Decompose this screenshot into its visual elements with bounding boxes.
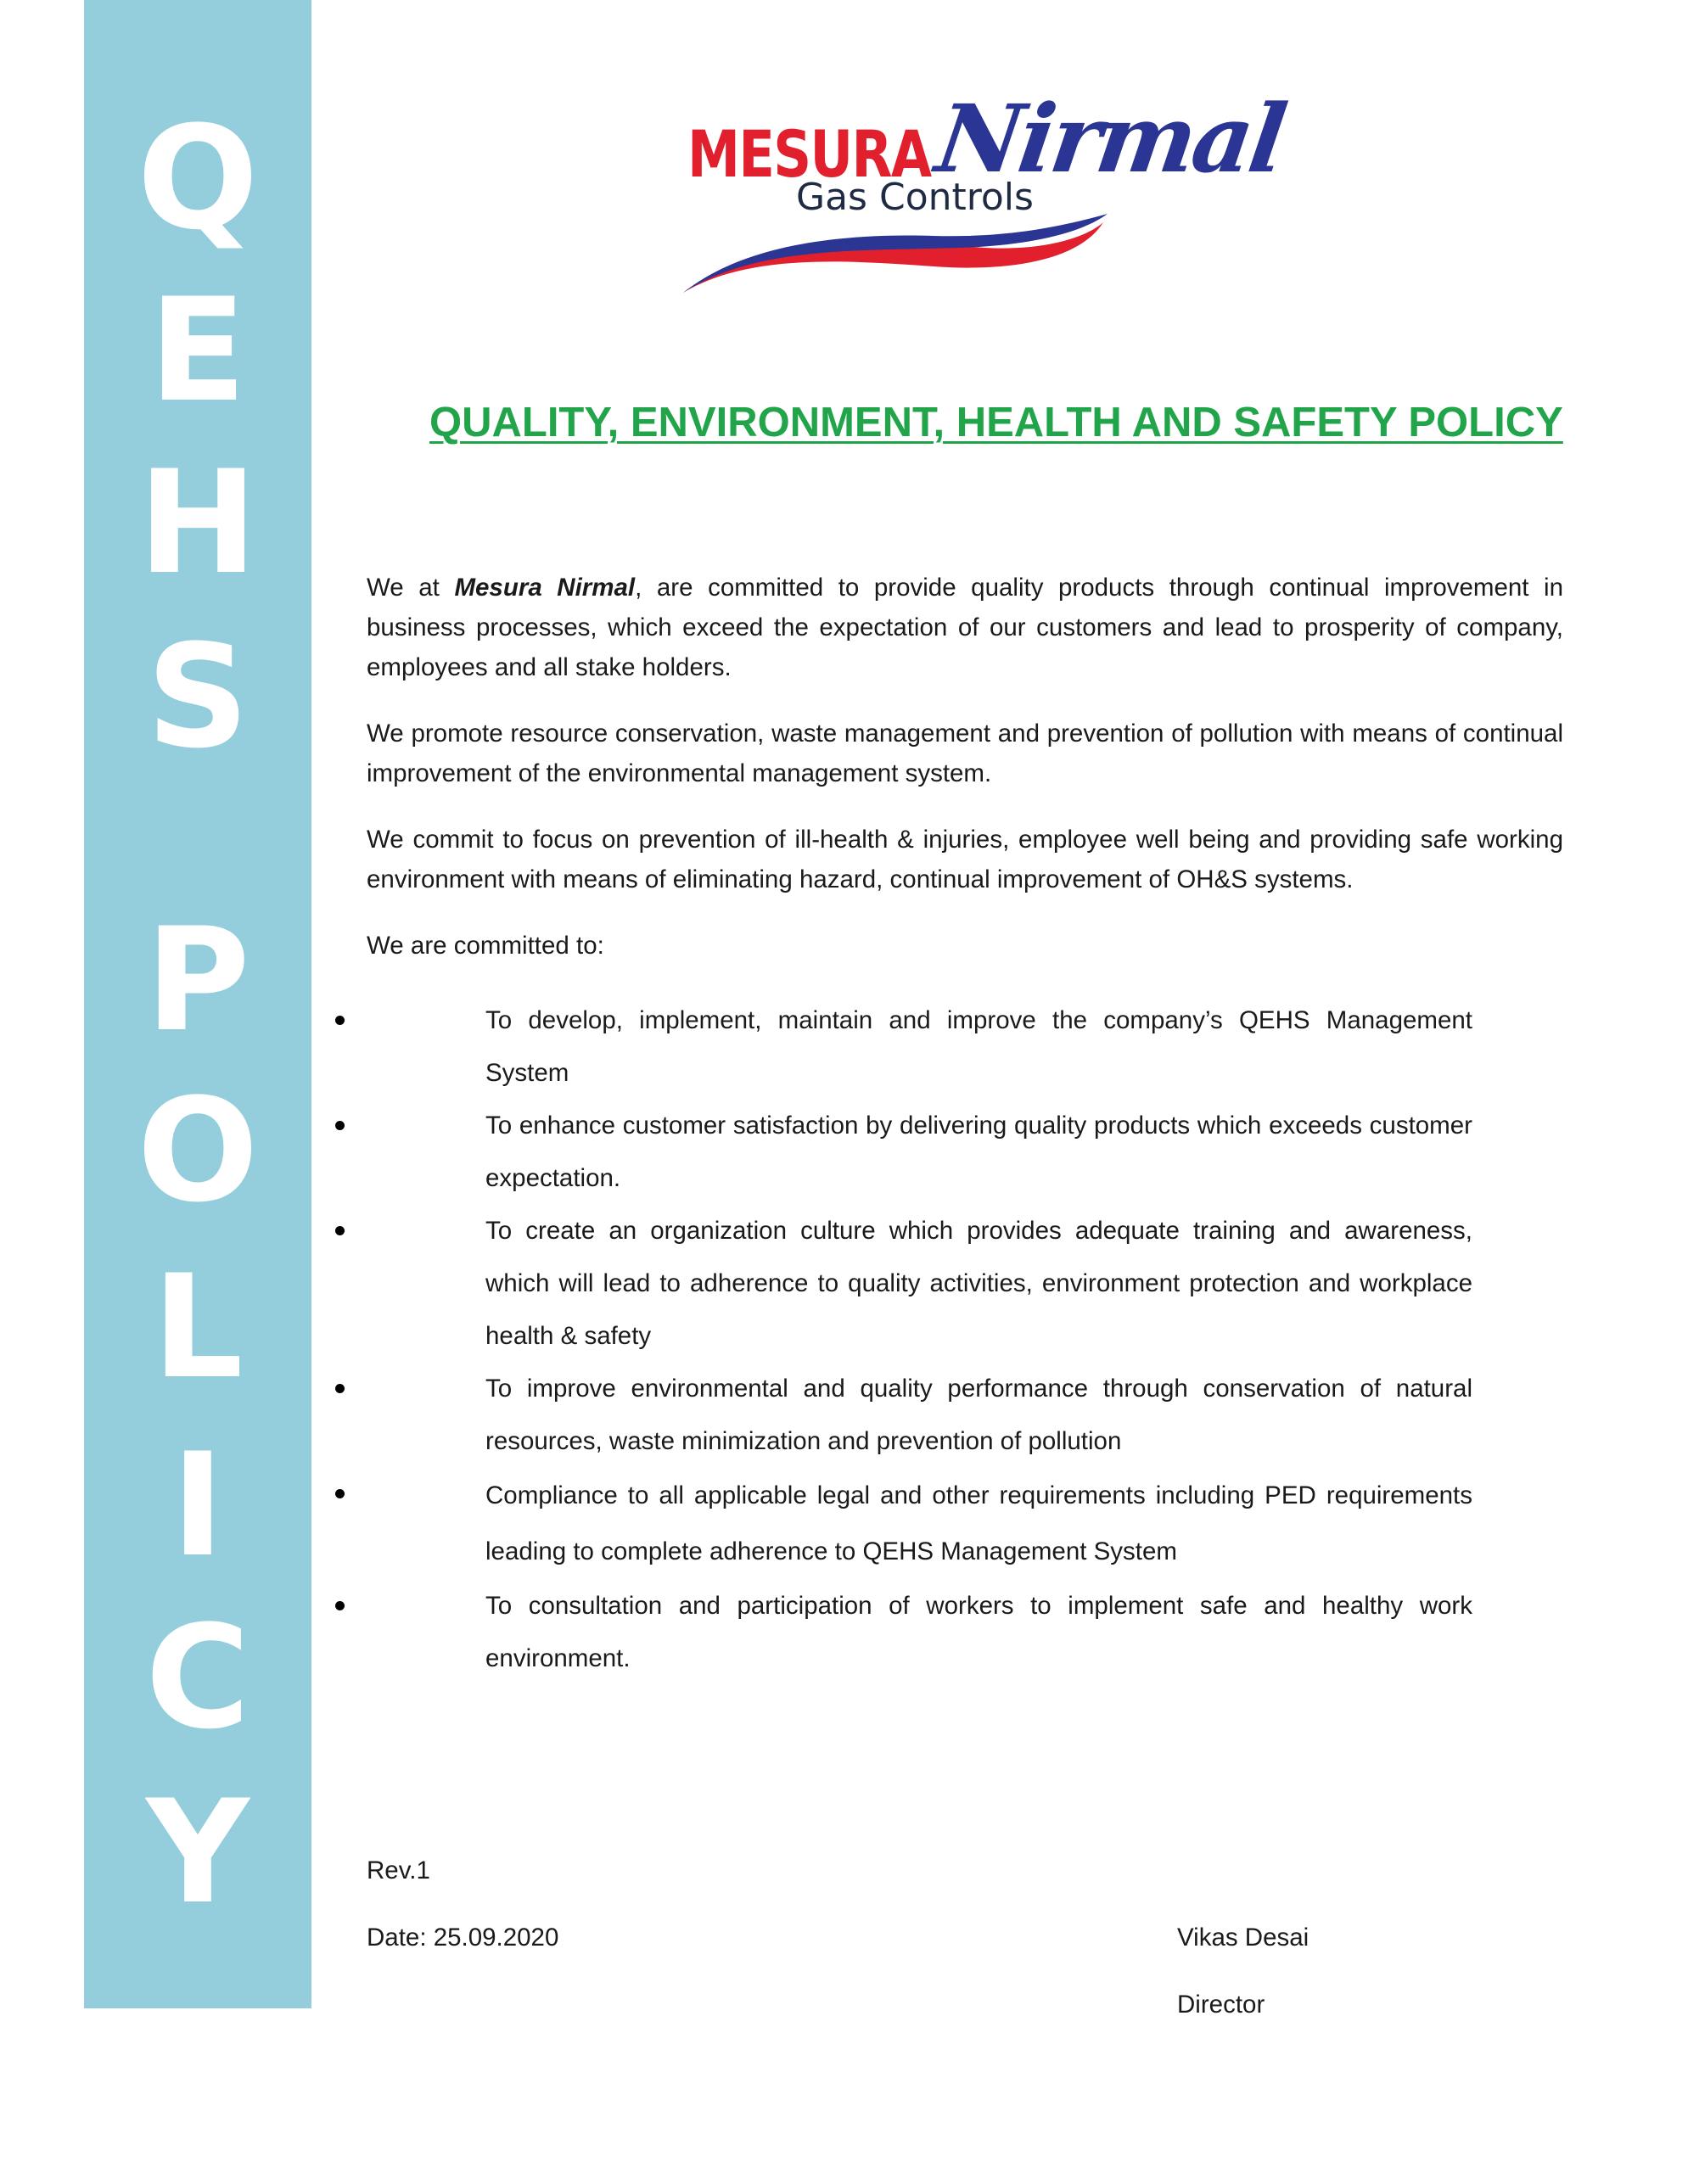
logo-swoosh-icon — [679, 212, 1120, 297]
commitments-intro: We are committed to: — [367, 932, 604, 960]
list-item — [335, 1363, 1472, 1468]
side-letter-s: S — [146, 613, 250, 780]
intro-paragraph — [367, 568, 1563, 687]
list-item — [335, 1100, 1472, 1205]
list-item-text: To create an organization culture which provides adequate training and awareness, which will lead to adherence to quality activities, environment protection and workplace health & safety — [485, 1217, 1472, 1350]
intro-prefix: We at — [367, 574, 455, 602]
bullet-icon — [335, 1016, 345, 1025]
list-item-text: Compliance to all applicable legal and other requirements including PED requirements leading to complete adherence to QEHS Management System — [485, 1481, 1472, 1565]
environment-paragraph: We promote resource conservation, waste management and prevention of pollution with means of continual improvement of the environmental management system. — [367, 720, 1563, 787]
qehs-policy-side-band — [84, 0, 311, 2008]
bullet-icon — [335, 1489, 345, 1498]
policy-title: QUALITY, ENVIRONMENT, HEALTH AND SAFETY POLICY — [429, 400, 1563, 445]
bullet-icon — [335, 1121, 345, 1130]
logo-subtitle: Gas Controls — [796, 176, 1034, 219]
bullet-icon — [335, 1601, 345, 1610]
side-letter-h: H — [137, 440, 258, 606]
logo-brand-text: MESURA — [687, 116, 931, 192]
bullet-icon — [335, 1384, 345, 1393]
list-item — [335, 994, 1472, 1100]
side-letter-q: Q — [137, 95, 259, 261]
side-letter-p: P — [145, 897, 250, 1063]
side-letter-y: Y — [146, 1769, 250, 1935]
side-letter-l: L — [152, 1244, 244, 1410]
company-name: Mesura Nirmal — [454, 574, 636, 602]
company-logo — [679, 81, 1290, 301]
signatory-name: Vikas Desai — [1177, 1924, 1309, 1952]
list-item — [335, 1468, 1472, 1580]
side-letter-c: C — [145, 1594, 250, 1761]
list-item-text: To develop, implement, maintain and improve the company’s QEHS Management System — [485, 1006, 1472, 1087]
date-label: Date: 25.09.2020 — [367, 1924, 559, 1952]
side-letter-e: E — [149, 267, 247, 434]
intro-rest: , are committed to provide quality products through continual improvement in business processes, which exceed the expectation of our customers and lead to prosperity of company, employees and all stake holders. — [367, 574, 1564, 681]
list-item — [335, 1580, 1472, 1685]
side-letter-o: O — [137, 1067, 259, 1234]
commitments-list — [335, 994, 1472, 1685]
list-item-text: To improve environmental and quality performance through conservation of natural resources, waste minimization and prevention of pollution — [485, 1375, 1472, 1455]
list-item — [335, 1205, 1472, 1363]
revision-label: Rev.1 — [367, 1856, 430, 1884]
bullet-icon — [335, 1226, 345, 1235]
signatory-title: Director — [1177, 1991, 1265, 2019]
list-item-text: To consultation and participation of workers to implement safe and healthy work environment. — [485, 1592, 1472, 1672]
logo-script-text: Nirmal — [929, 84, 1290, 193]
health-safety-paragraph: We commit to focus on prevention of ill-health & injuries, employee well being and providing safe working environment with means of eliminating hazard, continual improvement of OH&S systems. — [367, 826, 1563, 893]
side-letter-i: I — [171, 1422, 225, 1588]
list-item-text: To enhance customer satisfaction by delivering quality products which exceeds customer expectation. — [485, 1112, 1472, 1192]
